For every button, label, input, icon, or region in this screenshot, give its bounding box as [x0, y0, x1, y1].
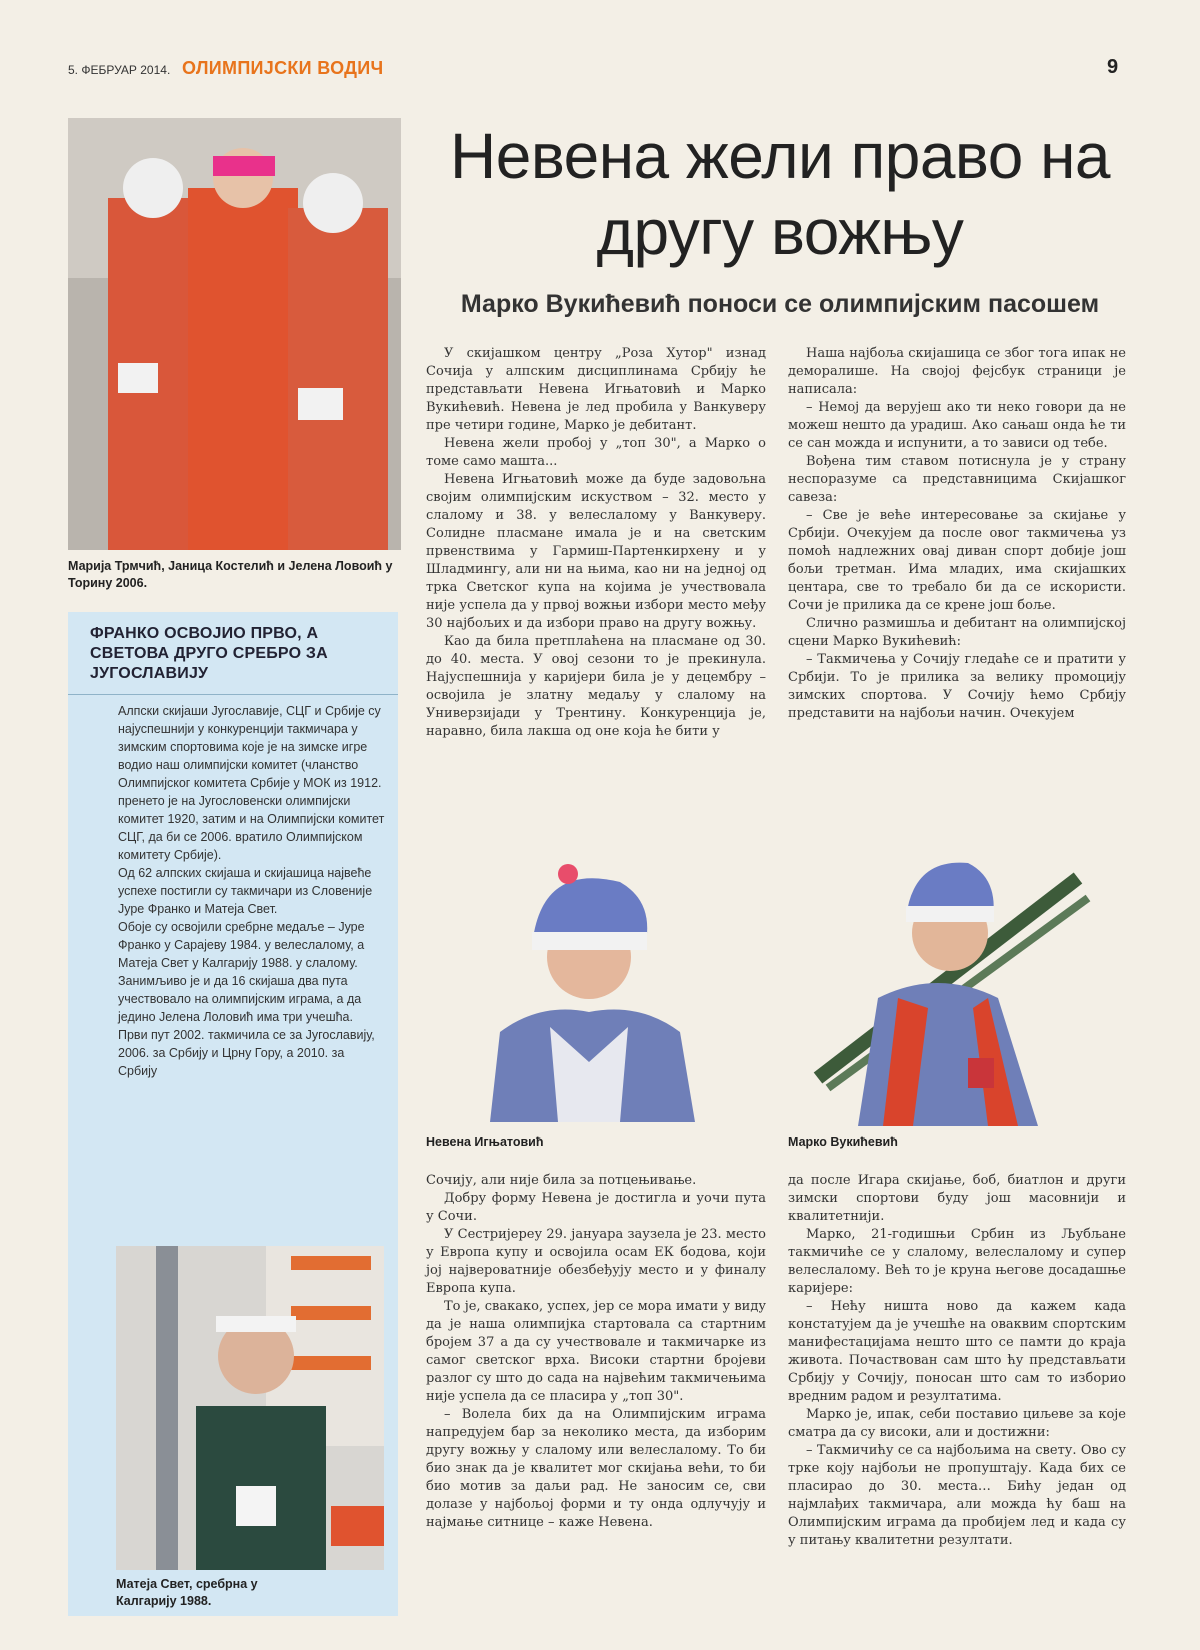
photo-caption-three-skiers: Марија Трмчић, Јаница Костелић и Јелена Ловоић у Торину 2006. [68, 559, 393, 590]
photo-three-skiers [68, 118, 401, 550]
sidebar-paragraph: Обоје су освојили сребрне медаље – Јуре Франко у Сарајеву 1984. у велеслалому, а Матеја Свет у Калгарију 1988. у слалому. [118, 920, 365, 970]
photo-caption-nevena: Невена Игњатовић [426, 1135, 544, 1149]
article-column-2-top [788, 345, 1126, 723]
photo-nevena [470, 862, 708, 1122]
article-column-1-top [426, 345, 766, 741]
article-paragraph: Марко је, ипак, себи поставио циљеве за које сматра да су високи, али и достижни: [788, 1407, 1126, 1440]
photo-marko [788, 838, 1120, 1126]
article-paragraph: Слично размишља и дебитант на олимпијској сцени Марко Вукићевић: [788, 616, 1126, 649]
article-paragraph: У скијашком центру „Роза Хутор" изнад Сочија у алпским дисциплинама Србију ће представљати Невена Игњатовић и Марко Вукићевић. Невена је лед пробила у Ванкуверу пре четири године, Марко је дебитант. [426, 346, 766, 433]
article-paragraph: У Сестријереу 29. јануара заузела је 23. место у Европа купу и освојила осам ЕК бодова, који јој највероватније обезбеђују место и у финалу Европа купа. [426, 1227, 766, 1296]
sidebar-paragraph: Занимљиво је и да 16 скијаша два пута учествовало на олимпијским играма, а да једино Јелена Лоловић има три учешћа. [118, 974, 362, 1024]
article-paragraph: Сочију, али није била за потцењивање. [426, 1173, 697, 1188]
photo-caption-marko: Марко Вукићевић [788, 1135, 898, 1149]
sidebar-paragraph: Алпски скијаши Југославије, СЦГ и Србије су најуспешнији у конкуренцији такмичара у зимским спортовима које је на зимске игре водио наш олимпијски комитет (чланство Олимпијског комитета Србије у МОК из 1912. пренето је на Југословенски олимпијски комитет 1920, затим и на Олимпијски комитет СЦГ, да би се 2006. вратило Олимпијском комитету Србије). [118, 704, 385, 862]
article-paragraph: – Такмичења у Сочију гледаће се и пратити у Србији. То је прилика за велику промоцију зимских спортова. У Сочију ћемо Србију представити на најбољи начин. Очекујем [788, 652, 1126, 721]
sidebar-box [68, 612, 398, 1616]
sidebar-paragraph: Од 62 алпских скијаша и скијашица највеће успехе постигли су такмичари из Словеније Јуре Франко и Матеја Свет. [118, 866, 373, 916]
sidebar-paragraph: Први пут 2002. такмичила се за Југославију, 2006. за Србију и Црну Гору, а 2010. за Србију [118, 1028, 375, 1078]
issue-date: 5. ФЕБРУАР 2014. [68, 63, 171, 77]
article-paragraph: Марко, 21-годишњи Србин из Љубљане такмичиће се у слалому, велеслалому и супер велеслалому. Већ то је круна његове досадашње каријере: [788, 1227, 1126, 1296]
article-paragraph: – Немој да верујеш ако ти неко говори да не можеш нешто да урадиш. Ако сањаш онда ће ти се сан можда и испунити, а то зависи од тебе. [788, 400, 1126, 451]
section-title: ОЛИМПИЈСКИ ВОДИЧ [182, 58, 384, 78]
article-column-1-bottom [426, 1172, 766, 1532]
article-paragraph: Невена жели пробој у „топ 30", а Марко о томе само машта... [426, 436, 766, 469]
sidebar-text [118, 702, 386, 1080]
article-paragraph: Као да била претплаћена на пласмане од 30. до 40. места. У овој сезони то је прекинула. Најуспешнија у каријери била је у децембру – освојила је златну медаљу у слалому на Универзијади у Трентину. Конкуренција је, наравно, била лакша од оне која ће бити у [426, 634, 766, 739]
article-paragraph: – Нећу ништа ново да кажем када констатујем да је учешће на оваквим спортским манифестацијама нешто што се памти до краја живота. Почаствован сам што ћу представљати Србију у Сочију, поносан што сам то изборио вредним радом и резултатима. [788, 1299, 1126, 1404]
photo-mateja-svet [116, 1246, 384, 1570]
article-column-2-bottom [788, 1172, 1126, 1550]
article-paragraph: – Такмичићу се са најбољима на свету. Ово су трке коју најбољи не пропуштају. Када бих се пласирао до 30. места… Бићу један од најмлађих такмичара, али можда ћу баш на Олимпијским играма да пробијем лед и када су у питању квалитетни резултати. [788, 1443, 1126, 1548]
article-subheadline: Марко Вукићевић поноси се олимпијским пасошем [460, 290, 1100, 318]
page-number: 9 [1107, 56, 1119, 78]
article-paragraph: – Волела бих да на Олимпијским играма напредујем бар за неколико места, да изборим другу вожњу у слалому или велеслалому. То би био знак да је квалитет мог скијања већи, то би био мотив за даљи рад. Не заносим се, сви долазе у најбољој форми и ту онда одлучују и најмање ситнице – каже Невена. [426, 1407, 766, 1530]
article-paragraph: То је, свакако, успех, јер се мора имати у виду да је наша олимпијка стартовала са стартним бројем 37 а да су учествовале и такмичарке из самог светског врха. Високи стартни бројеви разлог су што до сада на највећим такмичењима није успела да се пласира у „топ 30". [426, 1299, 766, 1404]
article-paragraph: да после Игара скијање, боб, биатлон и други зимски спортови буду још масовнији и квалитетнији. [788, 1173, 1126, 1224]
article-paragraph: Невена Игњатовић може да буде задовољна својим олимпијским искуством – 32. место у слалому и 38. у велеслалому у Ванкуверу. Солидне пласмане имала је и на светским првенствима у Гармиш-Партенкирхену и у Шладмингу, али ни на њима, као ни на једној од трка Светског купа на којима је учествовала није успела да у првој вожњи избори место међу 30 најбољих и да избори право на другу вожњу. [426, 472, 766, 631]
article-paragraph: – Све је веће интересовање за скијање у Србији. Очекујем да после овог такмичења уз помоћ надлежних овај диван спорт добије још бољи третман. Има младих, има скијашких центара, све то требало би да се искористи. Сочи је прилика да се крене још боље. [788, 508, 1126, 613]
article-paragraph: Наша најбоља скијашица се због тога ипак не деморалише. На својој фејсбук страници је написала: [788, 346, 1126, 397]
article-paragraph: Вођена тим ставом потиснула је у страну неспоразуме са представницима Скијашког савеза: [788, 454, 1126, 505]
article-headline: Невена жели право на другу вожњу [450, 120, 1110, 268]
sidebar-divider [68, 694, 398, 695]
sidebar-title: ФРАНКО ОСВОЈИО ПРВО, А СВЕТОВА ДРУГО СРЕБРО ЗА ЈУГОСЛАВИЈУ [90, 625, 328, 682]
article-paragraph: Добру форму Невена је достигла и уочи пута у Сочи. [426, 1191, 766, 1224]
photo-caption-mateja: Матеја Свет, сребрна у Калгарију 1988. [116, 1577, 258, 1608]
